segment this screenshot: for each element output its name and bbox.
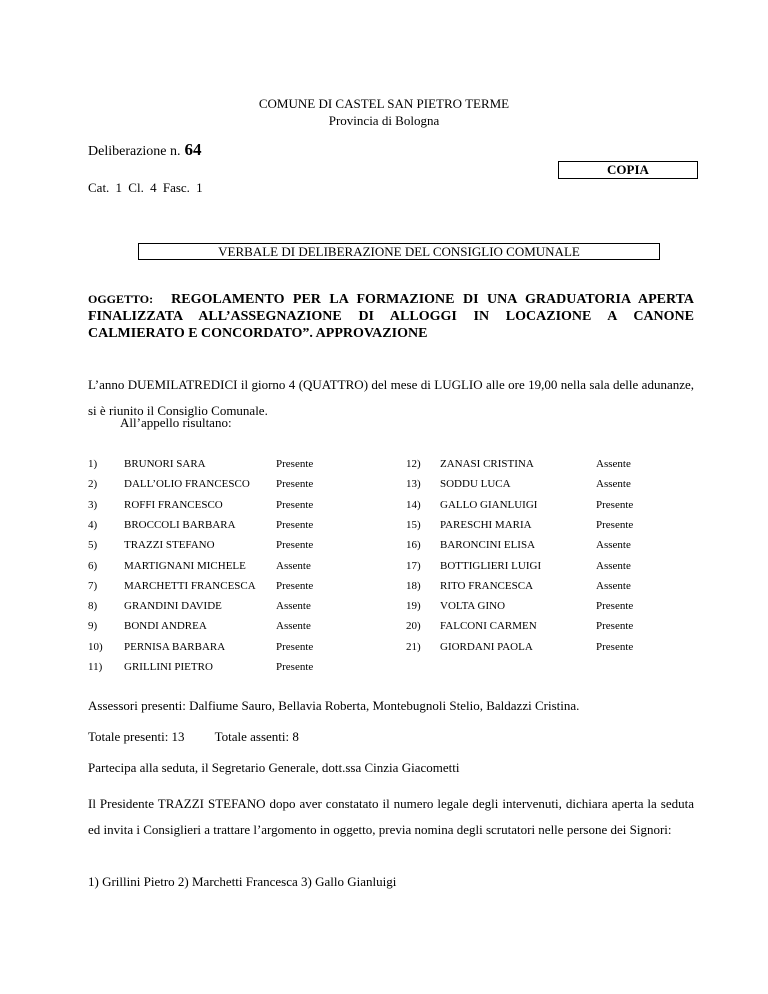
councillor-number: 20) [406, 620, 421, 633]
councillor-name: GRANDINI DAVIDE [124, 600, 222, 613]
attendance-status: Presente [276, 478, 314, 491]
attendance-status: Assente [276, 559, 311, 572]
councillor-number: 21) [406, 640, 421, 653]
attendance-status: Presente [276, 640, 314, 653]
councillor-number: 2) [88, 478, 98, 491]
attendance-row [88, 620, 698, 634]
municipality-name: COMUNE DI CASTEL SAN PIETRO TERME [258, 96, 510, 111]
councillor-number: 9) [88, 620, 98, 633]
secretary-line: Partecipa alla seduta, il Segretario Generale, dott.ssa Cinzia Giacometti [88, 760, 460, 775]
councillor-name: ZANASI CRISTINA [440, 458, 534, 470]
councillor-name: MARTIGNANI MICHELE [124, 559, 246, 572]
attendance-row [88, 458, 698, 472]
subject [88, 291, 694, 342]
attendance-status: Assente [596, 458, 631, 470]
attendance-row [88, 641, 698, 655]
copy-stamp: COPIA [558, 161, 698, 179]
councillor-name: BOTTIGLIERI LUIGI [440, 559, 542, 572]
attendance-row [88, 560, 698, 574]
councillor-name: BONDI ANDREA [124, 620, 207, 633]
councillor-number: 14) [406, 498, 421, 511]
councillor-name: BRUNORI SARA [124, 458, 206, 470]
deliberation-number [88, 140, 202, 160]
councillor-number: 4) [88, 518, 98, 531]
attendance-status: Assente [596, 478, 631, 491]
councillor-number: 13) [406, 478, 421, 491]
attendance-row [88, 478, 698, 492]
councillor-name: ROFFI FRANCESCO [124, 498, 223, 511]
attendance-status: Assente [276, 620, 311, 633]
attendance-row [88, 539, 698, 553]
classification: Cat. 1 Cl. 4 Fasc. 1 [88, 180, 203, 195]
total-absent: Totale assenti: 8 [214, 729, 299, 744]
attendance-row [88, 519, 698, 533]
attendance-status: Presente [276, 579, 314, 592]
councillor-number: 3) [88, 498, 98, 511]
attendance-row [88, 661, 698, 675]
attendance-status: Assente [596, 579, 631, 592]
attendance-row [88, 499, 698, 513]
councillor-number: 10) [88, 640, 103, 653]
councillor-number: 18) [406, 579, 421, 592]
councillor-number: 17) [406, 559, 421, 572]
totals [88, 729, 694, 745]
councillor-name: BARONCINI ELISA [440, 539, 536, 552]
assessors-present: Assessori presenti: Dalfiume Sauro, Bellavia Roberta, Montebugnoli Stelio, Baldazzi Cristina. [88, 698, 580, 713]
councillor-name: BROCCOLI BARBARA [124, 518, 236, 531]
total-present: Totale presenti: 13 [88, 729, 185, 744]
president-paragraph: Il Presidente TRAZZI STEFANO dopo aver constatato il numero legale degli intervenuti, dichiara aperta la seduta ed invita i Consiglieri a trattare l’argomento in oggetto, previa nomina degli scrutatori nelle persone dei Signori: [88, 796, 694, 837]
councillor-name: PARESCHI MARIA [440, 518, 532, 531]
attendance-row [88, 580, 698, 594]
councillor-name: GIORDANI PAOLA [440, 640, 533, 653]
councillor-number: 15) [406, 518, 421, 531]
councillor-number: 19) [406, 600, 421, 613]
attendance-status: Presente [596, 518, 634, 531]
verbale-title-box: VERBALE DI DELIBERAZIONE DEL CONSIGLIO COMUNALE [138, 243, 660, 260]
attendance-status: Presente [596, 640, 634, 653]
councillor-name: VOLTA GINO [440, 600, 506, 613]
councillor-number: 16) [406, 539, 421, 552]
councillor-name: FALCONI CARMEN [440, 620, 537, 633]
councillor-name: GRILLINI PIETRO [124, 661, 213, 673]
meeting-intro: L’anno DUEMILATREDICI il giorno 4 (QUATTRO) del mese di LUGLIO alle ore 19,00 nella sala delle adunanze, si è riunito il Consiglio Comunale. [88, 377, 694, 418]
deliberation-value: 64 [184, 140, 202, 159]
province-name: Provincia di Bologna [328, 113, 440, 128]
attendance-status: Assente [596, 539, 631, 552]
councillor-number: 11) [88, 661, 103, 673]
attendance-status: Assente [276, 600, 311, 613]
attendance-status: Presente [276, 539, 314, 552]
councillor-name: DALL’OLIO FRANCESCO [124, 478, 250, 491]
attendance-status: Presente [596, 600, 634, 613]
councillor-number: 1) [88, 458, 98, 470]
deliberation-label: Deliberazione n. [88, 144, 181, 159]
attendance-status: Presente [596, 620, 634, 633]
councillor-number: 8) [88, 600, 98, 613]
councillor-name: SODDU LUCA [440, 478, 511, 491]
attendance-status: Assente [596, 559, 631, 572]
councillor-number: 7) [88, 579, 98, 592]
councillor-number: 12) [406, 458, 421, 470]
councillor-name: TRAZZI STEFANO [124, 539, 215, 552]
scrutineers: 1) Grillini Pietro 2) Marchetti Francesca 3) Gallo Gianluigi [88, 874, 397, 889]
councillor-name: MARCHETTI FRANCESCA [124, 579, 256, 592]
roll-call-label: All’appello risultano: [120, 415, 232, 430]
attendance-status: Presente [276, 458, 314, 470]
councillor-number: 6) [88, 559, 98, 572]
councillor-number: 5) [88, 539, 98, 552]
attendance-status: Presente [276, 518, 314, 531]
subject-text: REGOLAMENTO PER LA FORMAZIONE DI UNA GRADUATORIA APERTA FINALIZZATA ALL’ASSEGNAZIONE DI ALLOGGI IN LOCAZIONE A CANONE CALMIERATO E CONCORDATO”. APPROVAZIONE [88, 292, 694, 341]
councillor-name: GALLO GIANLUIGI [440, 498, 538, 511]
attendance-status: Presente [596, 498, 634, 511]
councillor-name: PERNISA BARBARA [124, 640, 226, 653]
subject-label: OGGETTO: [88, 292, 154, 306]
attendance-status: Presente [276, 661, 314, 673]
councillor-name: RITO FRANCESCA [440, 579, 534, 592]
attendance-status: Presente [276, 498, 314, 511]
attendance-row [88, 600, 698, 614]
